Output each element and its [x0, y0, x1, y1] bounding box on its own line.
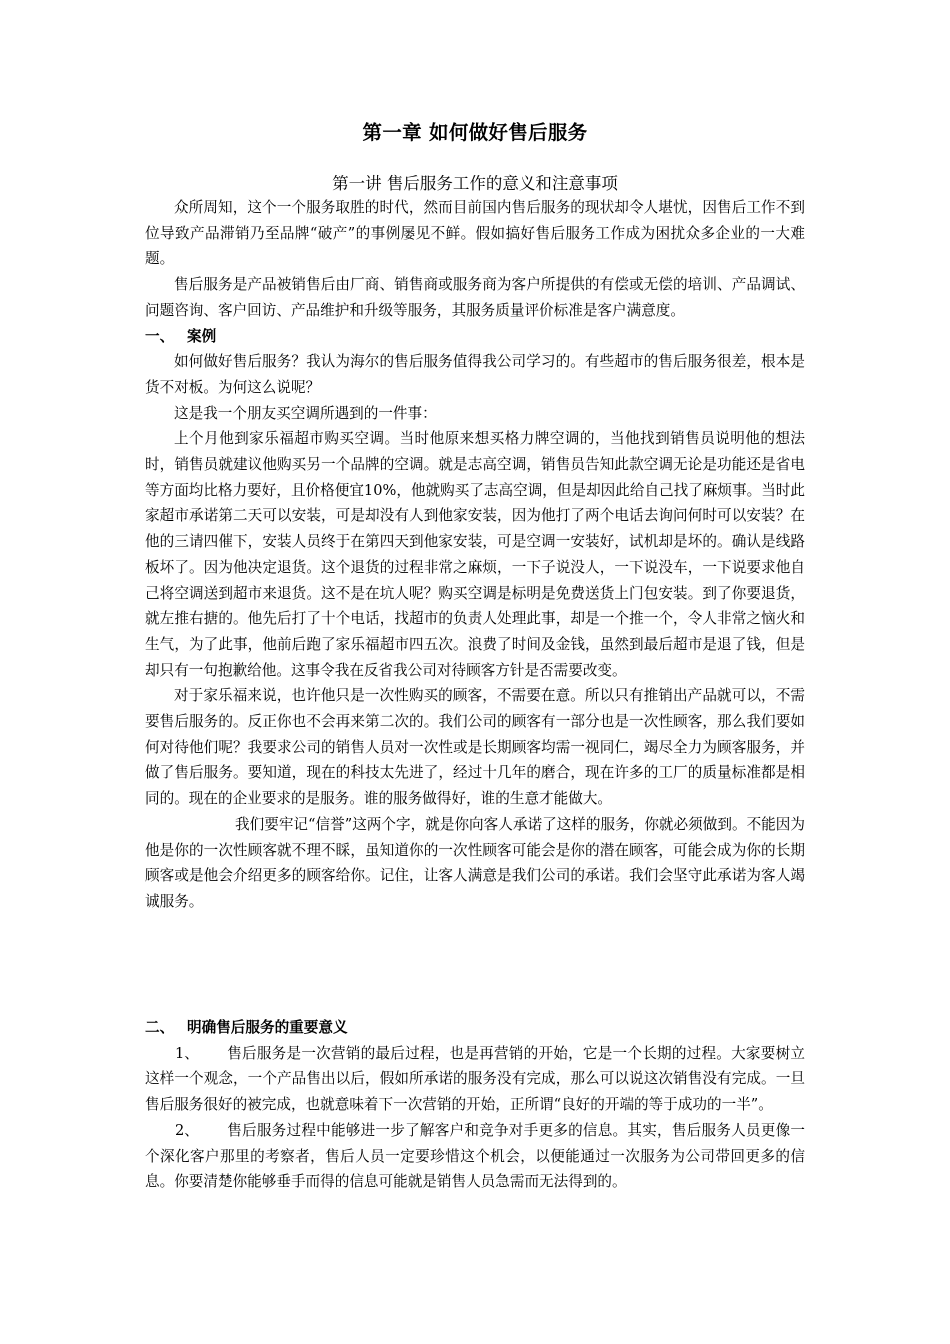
case-paragraph: 这是我一个朋友买空调所遇到的一件事： — [174, 404, 437, 422]
item-number: 1、 — [175, 1044, 199, 1062]
lecture-subtitle: 第一讲 售后服务工作的意义和注意事项 — [332, 174, 618, 193]
section-heading-importance — [145, 1015, 805, 1041]
importance-item — [145, 1118, 805, 1195]
case-paragraph: 上个月他到家乐福超市购买空调。当时他原来想买格力牌空调的，当他找到销售员说明他的想法时，销售员就建议他购买另一个品牌的空调。就是志高空调，销售员告知此款空调无论是功能还是省电等方面均比格力要好，且价格便宜10%，他就购买了志高空调，但是却因此给自己找了麻烦事。当时此家超市承诺第二天可以安装，可是却没有人到他家安装，因为他打了两个电话去询问何时可以安装？在他的三请四催下，安装人员终于在第四天到他家安装，可是空调一安装好，试机却是坏的。确认是线路板坏了。因为他决定退货。这个退货的过程非常之麻烦，一下子说没人，一下说没车，一下说要求他自己将空调送到超市来退货。这不是在坑人呢？购买空调是标明是免费送货上门包安装。到了你要退货，就左推右搪的。他先后打了十个电话，找超市的负责人处理此事，却是一个推一个，令人非常之恼火和生气，为了此事，他前后跑了家乐福超市四五次。浪费了时间及金钱，虽然到最后超市是退了钱，但是却只有一句抱歉给他。这事令我在反省我公司对待顾客方针是否需要改变。 — [145, 430, 805, 679]
intro-paragraph: 售后服务是产品被销售后由厂商、销售商或服务商为客户所提供的有偿或无偿的培训、产品调试、问题咨询、客户回访、产品维护和升级等服务，其服务质量评价标准是客户满意度。 — [145, 276, 805, 319]
case-paragraph: 我们要牢记“信誉”这两个字，就是你向客人承诺了这样的服务，你就必须做到。不能因为他是你的一次性顾客就不理不睬，虽知道你的一次性顾客可能会是你的潜在顾客，可能会成为你的长期顾客或是他会介绍更多的顾客给你。记住，让客人满意是我们公司的承诺。我们会坚守此承诺为客人竭诚服务。 — [145, 815, 805, 910]
chapter-title: 第一章 如何做好售后服务 — [362, 121, 588, 144]
section-title: 明确售后服务的重要意义 — [187, 1019, 348, 1036]
case-paragraph: 如何做好售后服务？我认为海尔的售后服务值得我公司学习的。有些超市的售后服务很差，根本是货不对板。为何这么说呢？ — [145, 353, 805, 396]
item-text: 售后服务过程中能够进一步了解客户和竞争对手更多的信息。其实，售后服务人员更像一个深化客户那里的考察者，售后人员一定要珍惜这个机会，以便能通过一次服务为公司带回更多的信息。你要清楚你能够垂手而得的信息可能就是销售人员急需而无法得到的。 — [145, 1121, 805, 1191]
item-text: 售后服务是一次营销的最后过程，也是再营销的开始，它是一个长期的过程。大家要树立这样一个观念，一个产品售出以后，假如所承诺的服务没有完成，那么可以说这次销售没有完成。一旦售后服务很好的被完成，也就意味着下一次营销的开始，正所谓“良好的开端的等于成功的一半”。 — [145, 1044, 805, 1114]
importance-section — [145, 1015, 805, 1195]
importance-item — [145, 1041, 805, 1118]
case-paragraph: 对于家乐福来说，也许他只是一次性购买的顾客，不需要在意。所以只有推销出产品就可以，不需要售后服务的。反正你也不会再来第二次的。我们公司的顾客有一部分也是一次性顾客，那么我们要如何对待他们呢？我要求公司的销售人员对一次性或是长期顾客均需一视同仁，竭尽全力为顾客服务，并做了售后服务。要知道，现在的科技太先进了，经过十几年的磨合，现在许多的工厂的质量标准都是相同的。现在的企业要求的是服务。谁的服务做得好，谁的生意才能做大。 — [145, 687, 805, 808]
section-number: 一、 — [145, 327, 175, 345]
section-heading-case — [145, 324, 805, 350]
item-number: 2、 — [175, 1121, 199, 1139]
section-title: 案例 — [187, 327, 217, 345]
intro-section — [145, 195, 805, 915]
section-number: 二、 — [145, 1019, 175, 1036]
intro-paragraph: 众所周知，这个一个服务取胜的时代，然而目前国内售后服务的现状却令人堪忧，因售后工作不到位导致产品滞销乃至品牌“破产”的事例屡见不鲜。假如搞好售后服务工作成为困扰众多企业的一大难题。 — [145, 199, 805, 268]
